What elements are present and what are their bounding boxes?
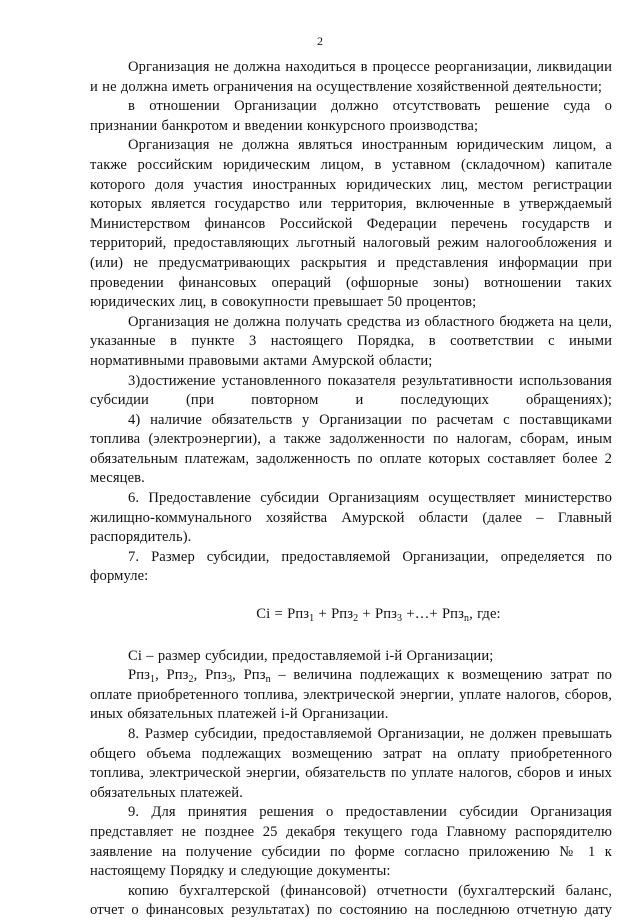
formula-term-n: Рпз$_n$ bbox=[441, 606, 470, 625]
page-number: 2 bbox=[317, 34, 323, 48]
rpz-var-n: Рпз$_n$ bbox=[243, 667, 271, 686]
rpz-description: – величина подлежащих к возмещению затрат по оплате приобретенного топлива, электрической энергии, уплате налогов, сборов, иных обязательных платежей i-й Организации. bbox=[90, 667, 613, 723]
paragraph-clause-8: 8. Размер субсидии, предоставляемой Организации, не должен превышать общего объема подлежащих возмещению затрат на оплату приобретенного топлива, электрической энергии, обязательств по уплате налогов, сборов и иных обязательных платежей. bbox=[90, 726, 612, 801]
document-body bbox=[90, 58, 612, 921]
formula-lhs: Ci = bbox=[256, 606, 288, 623]
paragraph-accounting-copy: копию бухгалтерской (финансовой) отчетности (бухгалтерский баланс, отчет о финансовых результатах) по состоянию на последнюю отчетную дату bbox=[90, 882, 612, 919]
paragraph-no-reorganization: Организация не должна находиться в процессе реорганизации, ликвидации и не должна иметь ограничения на осуществление хозяйственной деятельности; bbox=[90, 59, 612, 95]
rpz-var-3: Рпз$_3$ bbox=[205, 667, 233, 686]
paragraph-item-4: 4) наличие обязательств у Организации по расчетам с поставщиками топлива (электроэнергии), а также задолженности по налогам, сборам, иным обязательным платежам, задолженность по оплате которых составляет более 2 месяцев. bbox=[90, 411, 612, 487]
formula-term-2: Рпз$_2$ bbox=[331, 606, 359, 625]
rpz-var-2: Рпз$_2$ bbox=[166, 667, 194, 686]
paragraph-no-other-budget-funds: Организация не должна получать средства из областного бюджета на цели, указанные в пункте 3 настоящего Порядка, в соответствии с иными нормативными правовыми актами Амурской области; bbox=[90, 313, 612, 369]
formula-term-3: Рпз$_3$ bbox=[375, 606, 403, 625]
paragraph-clause-7: 7. Размер субсидии, предоставляемой Организации, определяется по формуле: bbox=[90, 548, 612, 585]
paragraph-clause-9: 9. Для принятия решения о предоставлении субсидии Организация представляет не позднее 25 декабря текущего года Главному распорядителю заявление на получение субсидии по форме согласно приложению № 1 к настоящему Порядку и следующие документы: bbox=[90, 804, 612, 880]
definition-rpz: Рпз$_1$, Рпз$_2$, Рпз$_3$, Рпз$_n$ – величина подлежащих к возмещению затрат по оплате приобретенного топлива, электрической энергии, уплате налогов, сборов, иных обязательных платежей i-й Организации. bbox=[90, 667, 613, 723]
formula-term-1: Рпз$_1$ bbox=[287, 606, 315, 625]
paragraph-item-3: 3)достижение установленного показателя результативности использования субсидии (при повторном и последующих обращениях); bbox=[90, 372, 612, 409]
paragraph-no-bankruptcy: в отношении Организации должно отсутствовать решение суда о признании банкротом и введении конкурсного производства; bbox=[90, 98, 612, 134]
subsidy-formula: Ci = Рпз$_1$ + Рпз$_2$ + Рпз$_3$ +…+ Рпз$_n$, где: bbox=[256, 606, 501, 625]
formula-tail: , где: bbox=[469, 606, 501, 623]
definition-ci: Ci – размер субсидии, предоставляемой i-й Организации; bbox=[128, 647, 494, 664]
paragraph-clause-6: 6. Предоставление субсидии Организациям осуществляет министерство жилищно-коммунального хозяйства Амурской области (далее – Главный распорядитель). bbox=[90, 490, 612, 546]
paragraph-not-foreign-entity: Организация не должна являться иностранным юридическим лицом, а также российским юридическим лицом, в уставном (складочном) капитале которого доля участия иностранных юридических лиц, местом регистрации которых является государство или территория, включенные в утверждаемый Министерством финансов Российской Федерации перечень государств и территорий, предоставляющих льготный налоговый режим налогообложения и (или) не предусматривающих раскрытия и представления информации при проведении финансовых операций (офшорные зоны) вотношении таких юридических лиц, в совокупности превышает 50 процентов; bbox=[90, 137, 612, 311]
formula-ellipsis: +…+ bbox=[406, 606, 442, 623]
rpz-var-1: Рпз$_1$ bbox=[128, 667, 156, 686]
